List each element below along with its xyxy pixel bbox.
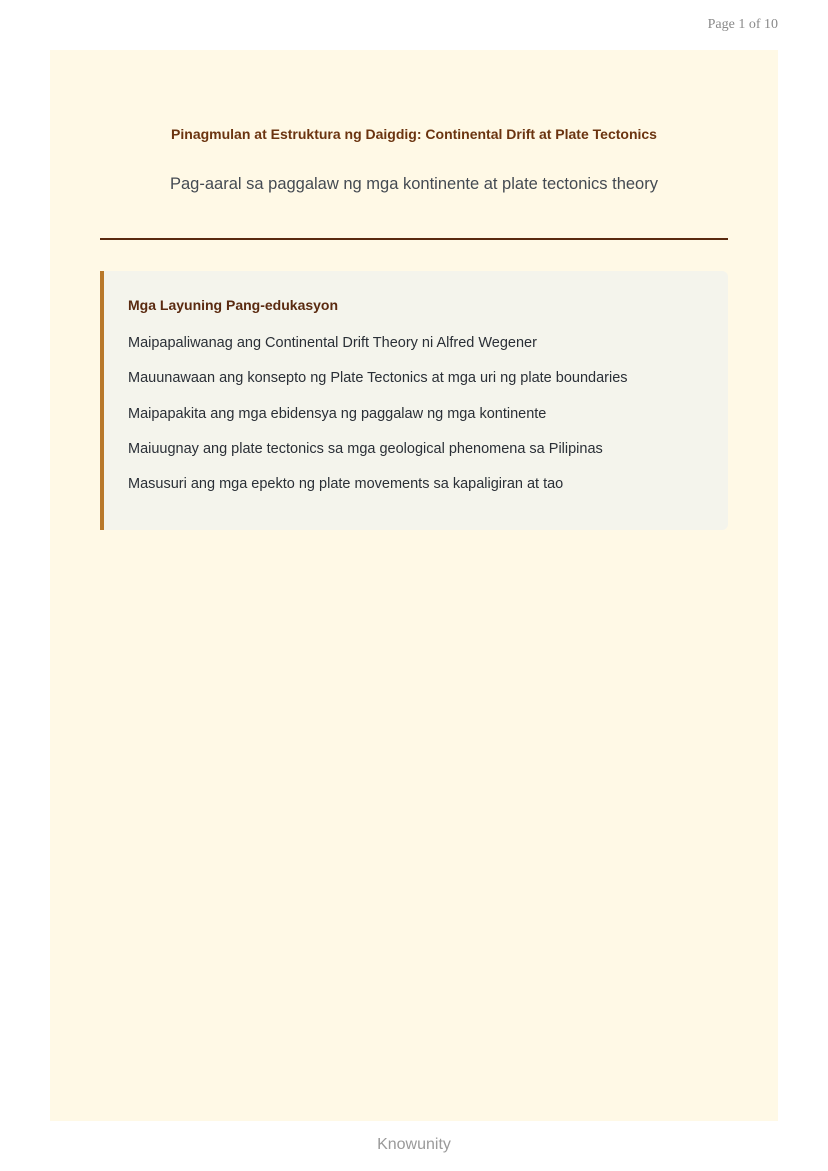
objectives-box [100, 271, 728, 530]
objective-item: Maiuugnay ang plate tectonics sa mga geological phenomena sa Pilipinas [128, 440, 603, 457]
page-title: Pinagmulan at Estruktura ng Daigdig: Continental Drift at Plate Tectonics [171, 126, 657, 142]
header-divider [100, 238, 728, 240]
footer-brand: Knowunity [377, 1136, 451, 1153]
objective-item: Maipapaliwanag ang Continental Drift Theory ni Alfred Wegener [128, 335, 537, 351]
objectives-heading: Mga Layuning Pang-edukasyon [128, 297, 339, 313]
page-subtitle: Pag-aaral sa paggalaw ng mga kontinente at plate tectonics theory [170, 175, 658, 193]
objective-item: Masusuri ang mga epekto ng plate movements sa kapaligiran at tao [128, 476, 564, 492]
document-page [50, 50, 778, 1121]
objectives-list [128, 334, 628, 510]
page-number: Page 1 of 10 [707, 17, 778, 32]
objective-item: Maipapakita ang mga ebidensya ng paggalaw ng mga kontinente [128, 405, 547, 422]
objective-item: Mauunawaan ang konsepto ng Plate Tectonics at mga uri ng plate boundaries [128, 370, 628, 387]
